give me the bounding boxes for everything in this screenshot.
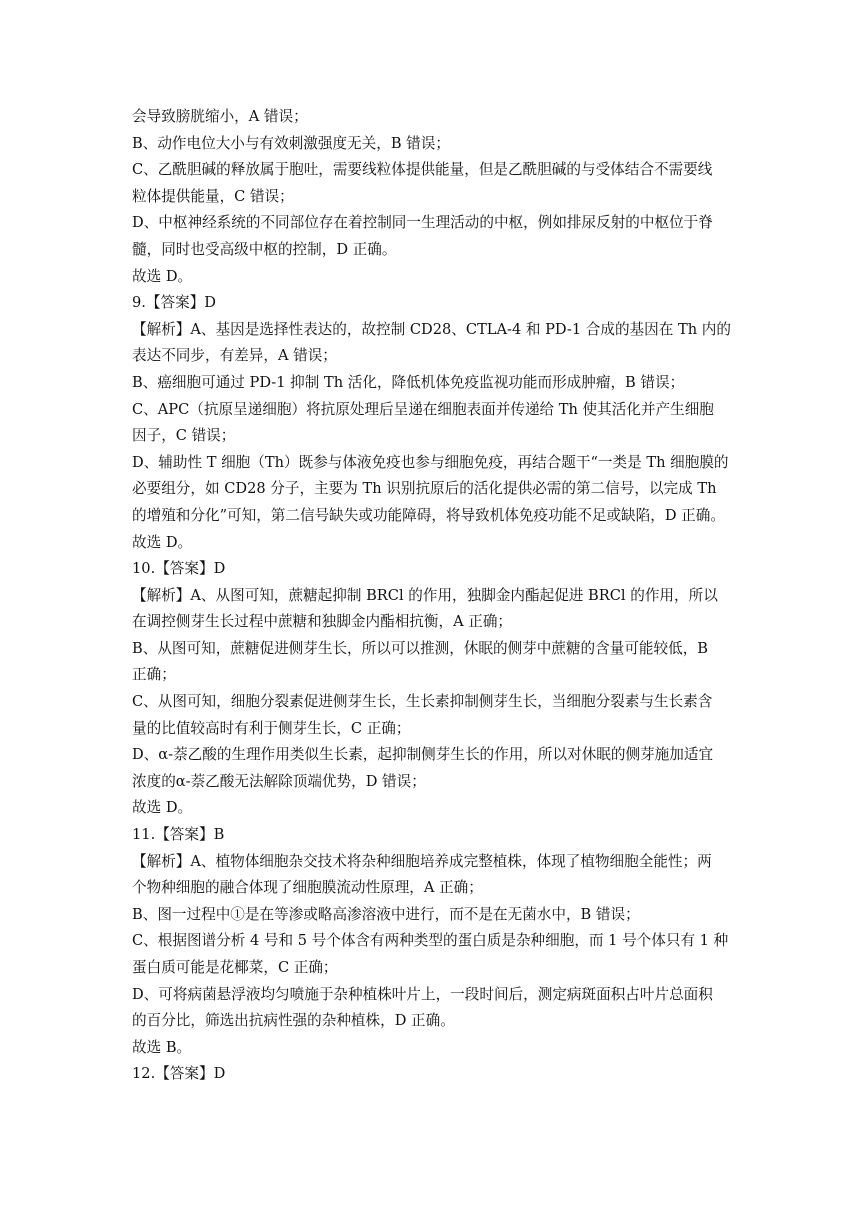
text-line: 量的比值较高时有利于侧芽生长，C 正确； — [132, 719, 411, 737]
text-line: B、从图可知，蔗糖促进侧芽生长，所以可以推测，休眠的侧芽中蔗糖的含量可能较低，B — [132, 639, 709, 657]
text-line: C、APC（抗原呈递细胞）将抗原处理后呈递在细胞表面并传递给 Th 使其活化并产生细胞 — [132, 400, 714, 418]
text-line: 12.【答案】D — [132, 1065, 226, 1083]
text-line: 表达不同步，有差异，A 错误； — [132, 347, 337, 365]
document-body — [132, 104, 740, 1088]
text-line: 10.【答案】D — [132, 560, 226, 578]
text-line: 【解析】A、从图可知，蔗糖起抑制 BRCl 的作用，独脚金内酯起促进 BRCl 的作用，所以 — [132, 586, 718, 604]
text-line: 的百分比，筛选出抗病性强的杂种植株，D 正确。 — [132, 1012, 455, 1030]
text-line: D、中枢神经系统的不同部位存在着控制同一生理活动的中枢，例如排尿反射的中枢位于脊 — [132, 214, 713, 232]
text-line: 会导致膀胱缩小，A 错误； — [132, 108, 308, 125]
text-line: 的增殖和分化”可知，第二信号缺失或功能障碍，将导致机体免疫功能不足或缺陷，D 正确。 — [132, 506, 725, 524]
text-line: 【解析】A、植物体细胞杂交技术将杂种细胞培养成完整植株，体现了植物细胞全能性；两 — [132, 852, 712, 870]
text-line: C、根据图谱分析 4 号和 5 号个体含有两种类型的蛋白质是杂种细胞，而 1 号个体只有 1 种 — [132, 932, 729, 950]
text-line: 在调控侧芽生长过程中蔗糖和独脚金内酯相抗衡，A 正确； — [132, 613, 513, 631]
text-line: 蛋白质可能是花椰菜，C 正确； — [132, 959, 338, 976]
text-line: 11.【答案】B — [132, 826, 225, 844]
text-line: D、α-萘乙酸的生理作用类似生长素，起抑制侧芽生长的作用，所以对休眠的侧芽施加适宜 — [132, 746, 714, 764]
text-line: C、从图可知，细胞分裂素促进侧芽生长，生长素抑制侧芽生长，当细胞分裂素与生长素含 — [132, 693, 713, 711]
text-line: 髓，同时也受高级中枢的控制，D 正确。 — [132, 240, 397, 258]
text-line: 个物种细胞的融合体现了细胞膜流动性原理，A 正确； — [132, 879, 483, 897]
text-line: D、辅助性 T 细胞（Th）既参与体液免疫也参与细胞免疫，再结合题干“一类是 Th 细胞膜的 — [132, 453, 729, 471]
text-line: 故选 B。 — [132, 1038, 192, 1056]
text-line: 【解析】A、基因是选择性表达的，故控制 CD28、CTLA-4 和 PD-1 合成的基因在 Th 内的 — [132, 320, 731, 338]
text-line: B、动作电位大小与有效刺激强度无关，B 错误； — [132, 134, 450, 152]
text-line: 故选 D。 — [132, 533, 193, 551]
text-line: 正确； — [132, 666, 176, 684]
text-line: C、乙酰胆碱的释放属于胞吐，需要线粒体提供能量，但是乙酰胆碱的与受体结合不需要线 — [132, 161, 713, 179]
text-line: 故选 D。 — [132, 267, 193, 285]
text-line: B、图一过程中①是在等渗或略高渗溶液中进行，而不是在无菌水中，B 错误； — [132, 905, 640, 923]
text-line: 9.【答案】D — [132, 294, 216, 312]
text-line: 浓度的α-萘乙酸无法解除顶端优势，D 错误； — [132, 772, 426, 790]
text-line: 故选 D。 — [132, 799, 193, 817]
text-line: 因子，C 错误； — [132, 427, 236, 445]
text-line: B、癌细胞可通过 PD-1 抑制 Th 活化，降低机体免疫监视功能而形成肿瘤，B 错误； — [132, 373, 685, 391]
text-line: D、可将病菌悬浮液均匀喷施于杂种植株叶片上，一段时间后，测定病斑面积占叶片总面积 — [132, 985, 713, 1003]
text-line: 必要组分，如 CD28 分子，主要为 Th 识别抗原后的活化提供必需的第二信号，以完成 Th — [132, 480, 717, 498]
text-line: 粒体提供能量，C 错误； — [132, 187, 294, 205]
